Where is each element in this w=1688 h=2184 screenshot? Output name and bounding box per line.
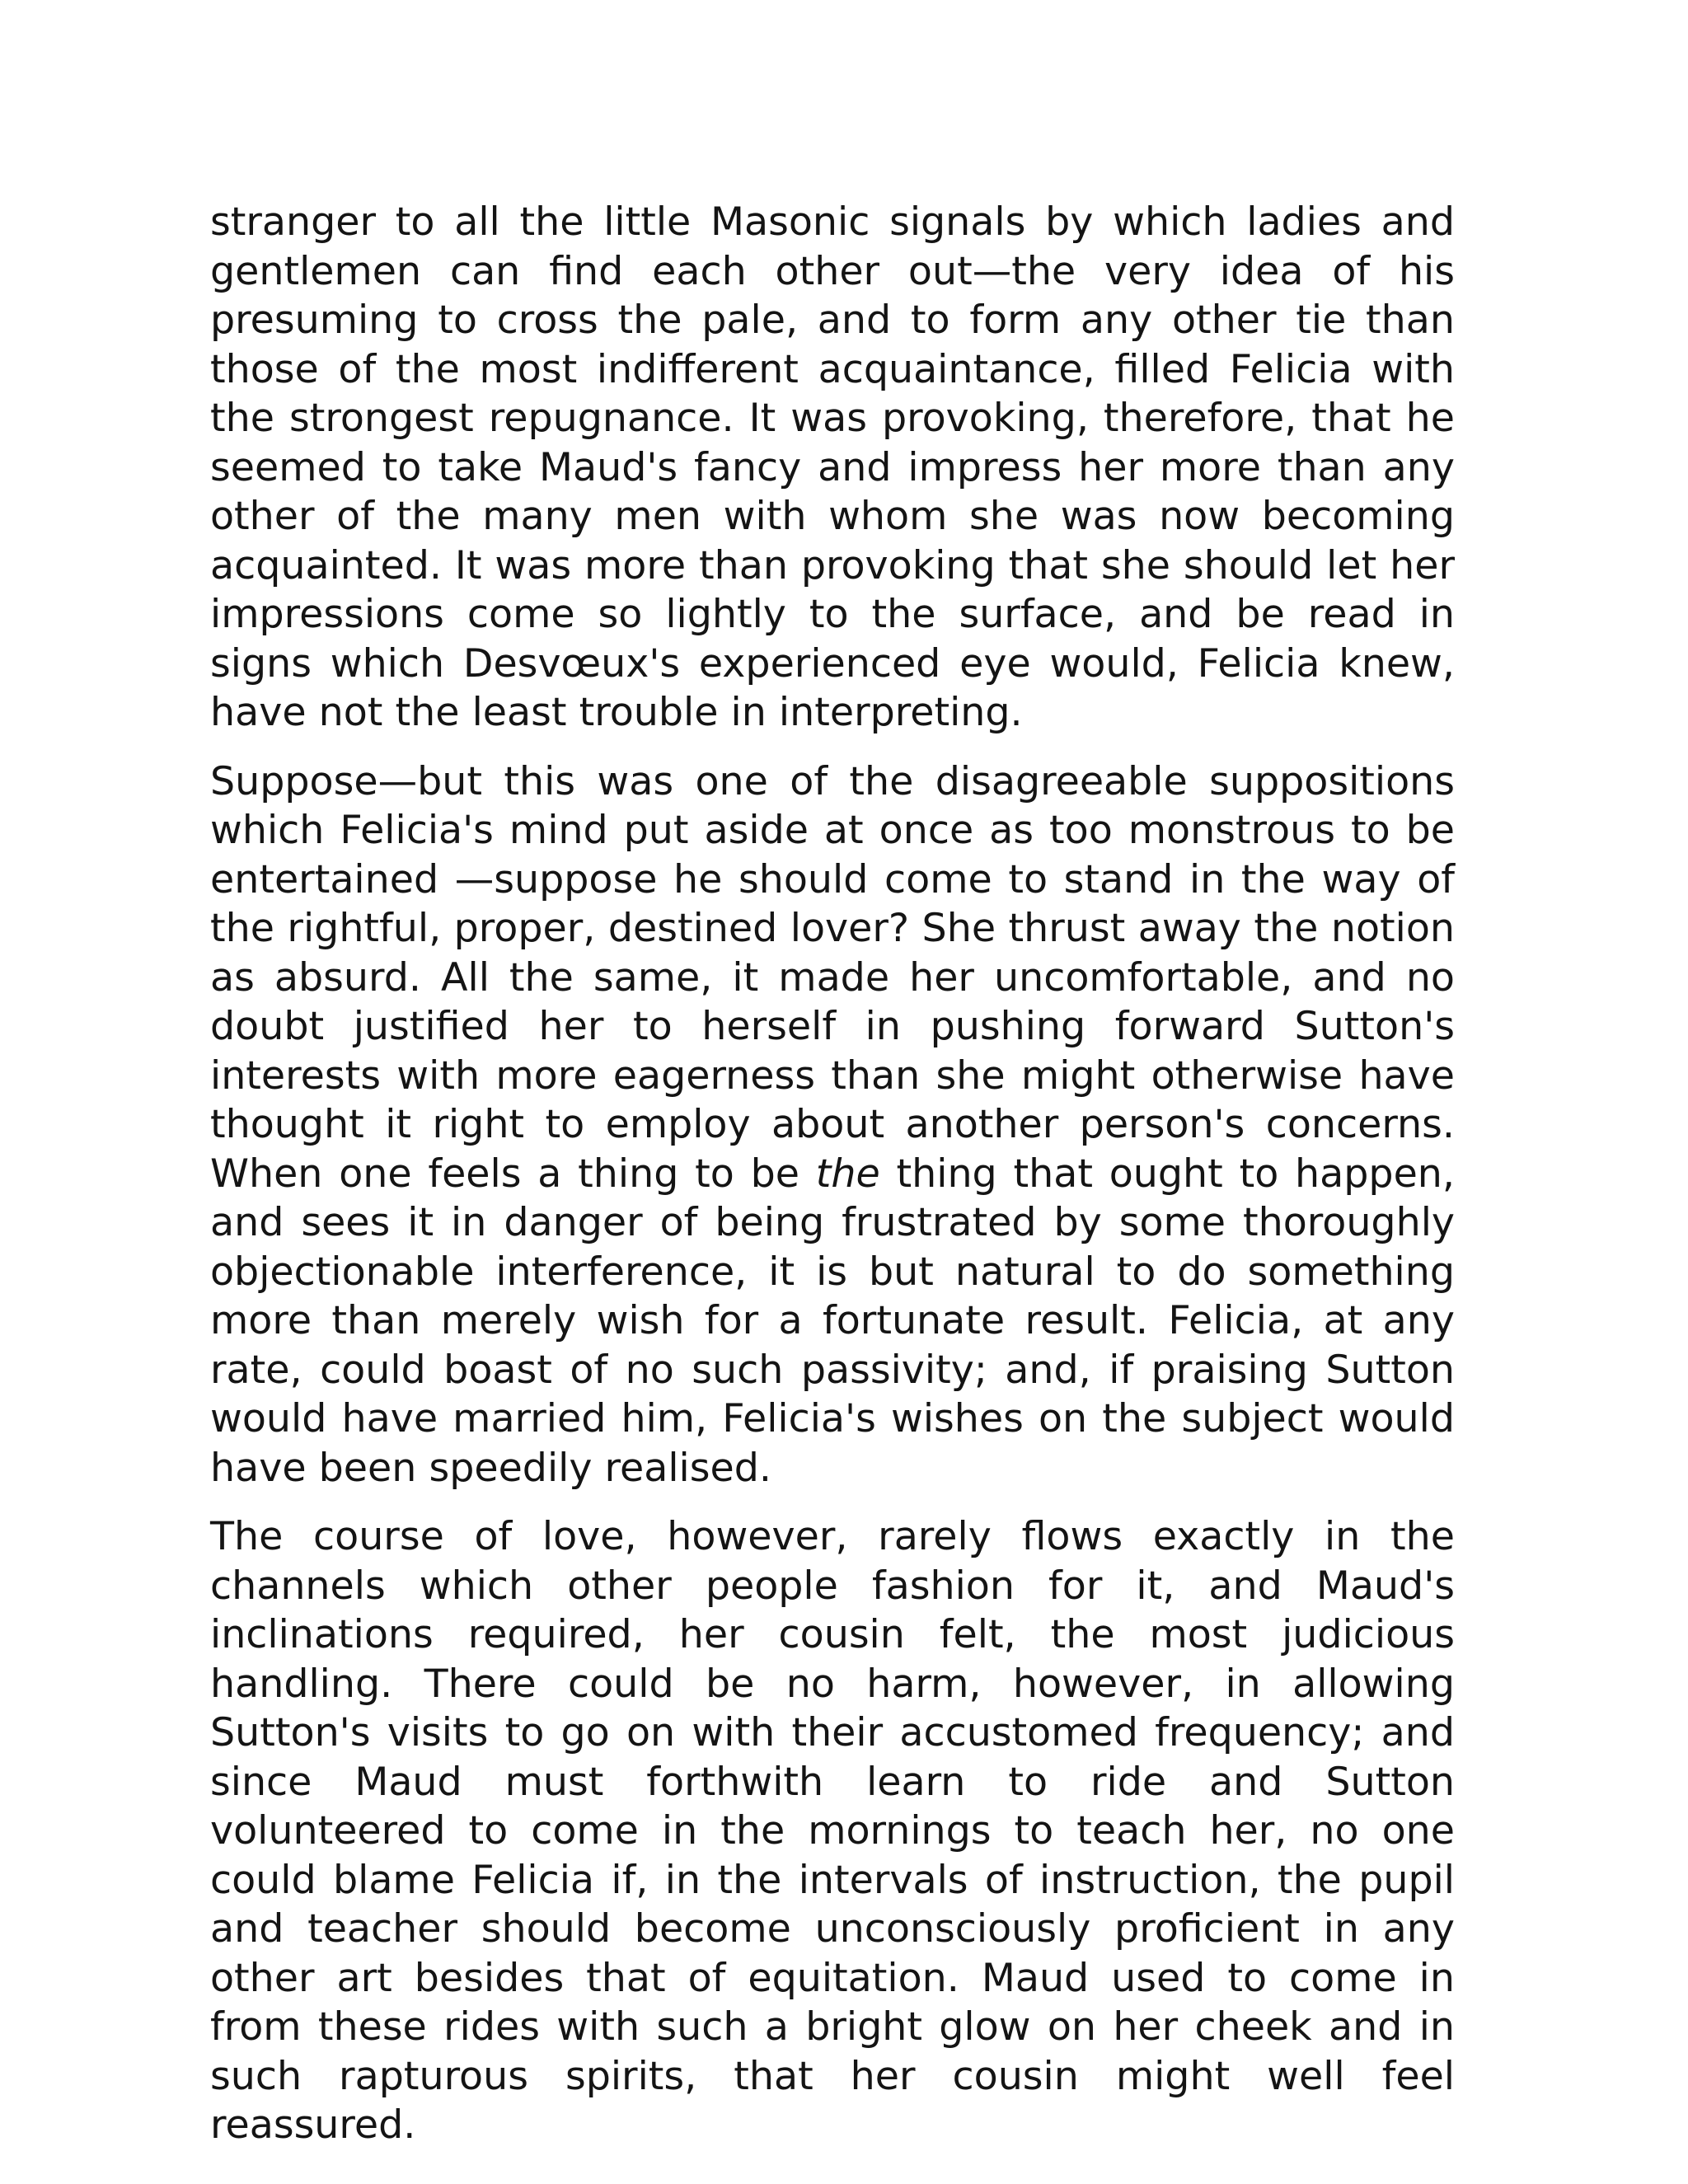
paragraph-1: stranger to all the little Masonic signals by which ladies and gentlemen can find each other out—the very idea of his presuming to cross the pale, and to form any other tie than those of the most indifferent acquaintance, filled Felicia with the strongest repugnance. It was provoking, therefore, that he seemed to take Maud's fancy and impress her more than any other of the many men with whom she was now becoming acquainted. It was more than provoking that she should let her impressions come so lightly to the surface, and be read in signs which Desvœux's experienced eye would, Felicia knew, have not the least trouble in interpreting. <box>210 199 1455 735</box>
paragraph-2-text-start: Suppose—but this was one of the disagreeable suppositions which Felicia's mind put aside at once as too monstrous to be entertained —suppose he should come to stand in the way of the rightful, proper, destined lover? She thrust away the notion as absurd. All the same, it made her uncomfortable, and no doubt justified her to herself in pushing forward Sutton's interests with more eagerness than she might otherwise have thought it right to employ about another person's concerns. When one feels a thing to be <box>210 758 1455 1197</box>
paragraph-2 <box>210 757 1455 1493</box>
page-body <box>210 198 1455 2170</box>
paragraph-3: The course of love, however, rarely flows exactly in the channels which other people fashion for it, and Maud's inclinations required, her cousin felt, the most judicious handling. There could be no harm, however, in allowing Sutton's visits to go on with their accustomed frequency; and since Maud must forthwith learn to ride and Sutton volunteered to come in the mornings to teach her, no one could blame Felicia if, in the intervals of instruction, the pupil and teacher should become unconsciously proficient in any other art besides that of equitation. Maud used to come in from these rides with such a bright glow on her cheek and in such rapturous spirits, that her cousin might well feel reassured. <box>210 1514 1455 2148</box>
emphasis-the: the <box>815 1151 880 1197</box>
paragraph-2-text-end: thing that ought to happen, and sees it in danger of being frustrated by some thoroughly objectionable interference, it is but natural to do something more than merely wish for a fortunate result. Felicia, at any rate, could boast of no such passivity; and, if praising Sutton would have married him, Felicia's wishes on the subject would have been speedily realised. <box>210 1151 1455 1491</box>
